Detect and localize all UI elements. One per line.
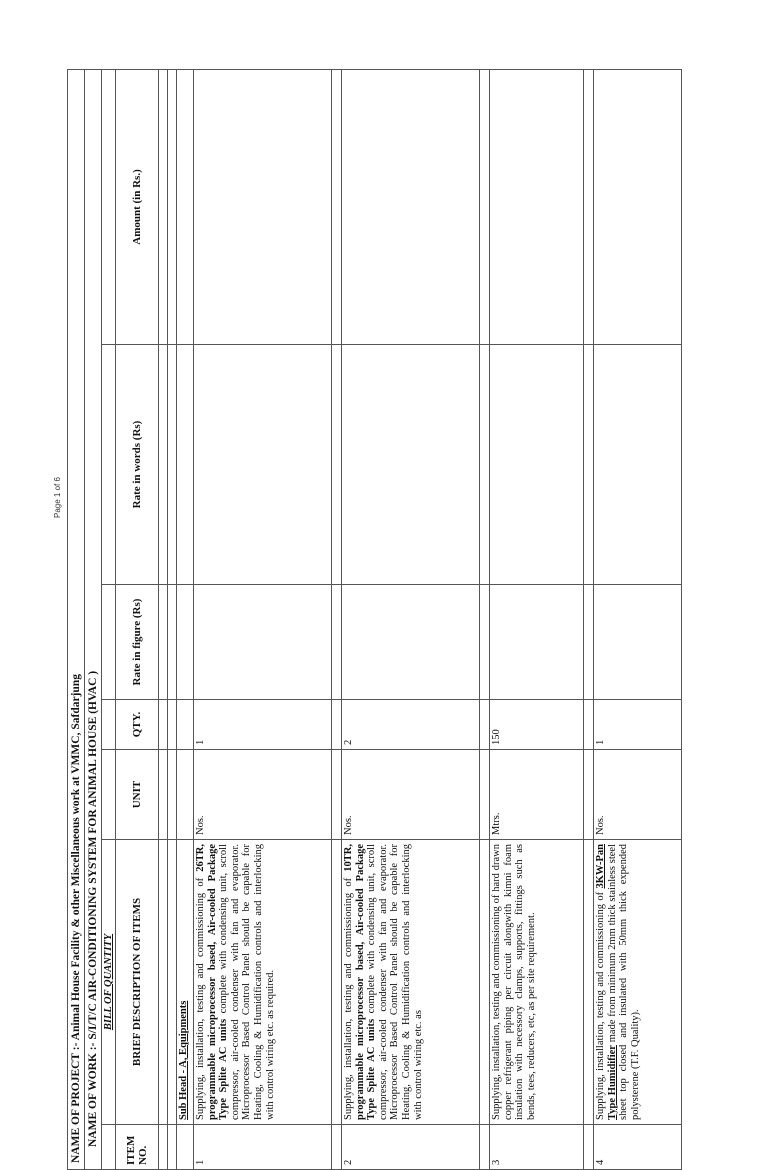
bill-of-quantity-document — [67, 70, 702, 1170]
item-qty: 1 — [594, 700, 682, 750]
item-description: Supplying, installation, testing and commissioning of 3KW-Pan Type Humidifier made from minimum 2mm thick stainless steel sheet top closed and insulated with 50mm thick expended polysterene (T.F. Quality). — [594, 840, 682, 1125]
col-rate-figure: Rate in figure (Rs) — [116, 585, 159, 700]
boq-title: BILL OF QUANTITY — [102, 840, 116, 1125]
item-qty: 1 — [194, 700, 332, 750]
item-unit: Mtrs. — [490, 750, 584, 840]
item-no: 3 — [490, 1125, 584, 1170]
item-qty: 150 — [490, 700, 584, 750]
table-row — [342, 69, 480, 1169]
work-name: NAME OF WORK :- S/I/T/C AIR-CONDITIONING SYSTEM FOR ANIMAL HOUSE (HVAC ) — [85, 69, 102, 1169]
item-unit: Nos. — [594, 750, 682, 840]
item-no: 1 — [194, 1125, 332, 1170]
col-item-no: ITEM NO. — [116, 1125, 159, 1170]
table-row — [594, 69, 682, 1169]
col-rate-words: Rate in words (Rs) — [116, 345, 159, 585]
project-name: NAME OF PROJECT :- Animal House Facility & other Miscellaneous work at VMMC, Safdarjung — [68, 69, 85, 1169]
item-qty: 2 — [342, 700, 480, 750]
item-unit: Nos. — [342, 750, 480, 840]
boq-table — [67, 69, 682, 1170]
item-unit: Nos. — [194, 750, 332, 840]
item-description: Supplying, installation, testing and commissioning of hard drawn copper refrigerant piping per circuit alongwith kimni foam insulation with necessory clamps, supports, fittings such as bends, tees, reducers, etc, as per site requirement. — [490, 840, 584, 1125]
col-qty: QTY. — [116, 700, 159, 750]
table-row — [194, 69, 332, 1169]
item-no: 2 — [342, 1125, 480, 1170]
col-unit: UNIT — [116, 750, 159, 840]
col-description: BRIEF DESCRIPTION OF ITEMS — [116, 840, 159, 1125]
page-number-label: Page 1 of 6 — [53, 477, 62, 518]
table-row — [490, 69, 584, 1169]
sub-head: Sub Head - A, Equipments — [178, 1000, 189, 1120]
item-description: Supplying, installation, testing and commissioning of 10TR, programmable microprocessor based, Air-cooled Package Type Splite AC units complete with condensing unit, scroll compressor, air-cooled condenser with fan and evaporator. Microprocessor Based Control Panel should be capable for Heating, Cooling & Humidification controls and interlocking with control wiring etc. as — [342, 840, 480, 1125]
item-description: Supplying, installation, testing and commissioning of 26TR, programmable microprocessor based, Air-cooled Package Type Splite AC units complete with condensing unit, scroll compressor, air-cooled condenser with fan and evaporator. Microprocessor Based Control Panel should be capable for Heating, Cooling & Humidification controls and interlocking with control wiring etc. as required. — [194, 840, 332, 1125]
col-amount: Amount (in Rs.) — [116, 69, 159, 344]
item-no: 4 — [594, 1125, 682, 1170]
